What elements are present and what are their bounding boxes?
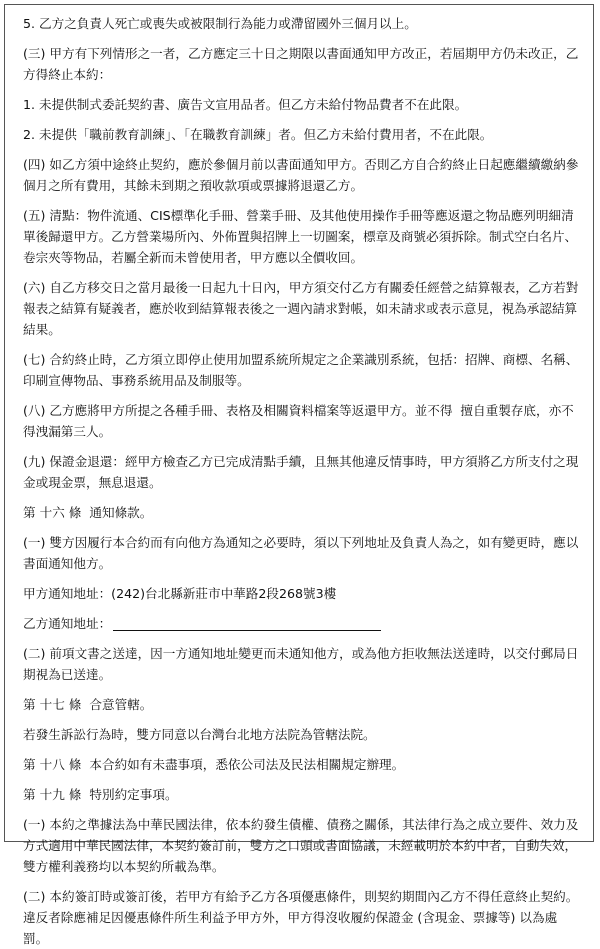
paragraph-notice-2: (二) 前項文書之送達，因一方通知地址變更而未通知他方，或為他方拒收無法送達時，以交付郵局日期視為已送達。 <box>23 646 579 682</box>
article-18-heading: 第 十八 條 本合約如有未盡事項，悉依公司法及民法相關規定辦理。 <box>23 757 405 772</box>
paragraph-clause-4: (四) 如乙方須中途終止契約，應於參個月前以書面通知甲方。否則乙方自合約終止日起應繼續繳納參個月之所有費用，其餘未到期之預收款項或票據將退還乙方。 <box>23 157 579 193</box>
paragraph-clause-6: (六) 自乙方移交日之當月最後一日起九十日內，甲方須交付乙方有關委任經營之結算報表，乙方若對報表之結算有疑義者，應於收到結算報表後之一週內請求對帳，如未請求或表示意見，視為承認結算結果。 <box>23 280 579 337</box>
party-a-address: 甲方通知地址：(242)台北縣新莊市中華路2段268號3樓 <box>23 586 337 601</box>
article-16-heading: 第 十六 條 通知條款。 <box>23 505 153 520</box>
paragraph-special-2: (二) 本約簽訂時或簽訂後，若甲方有給予乙方各項優惠條件，則契約期間內乙方不得任意終止契約。違反者除應補足因優惠條件所生利益予甲方外，甲方得沒收履約保證金 (含現金、票據等) 以為處罰。 <box>23 889 579 946</box>
contract-page <box>4 4 594 946</box>
paragraph-jurisdiction: 若發生訴訟行為時，雙方同意以台灣台北地方法院為管轄法院。 <box>23 727 376 742</box>
paragraph-clause-9: (九) 保證金退還：經甲方檢查乙方已完成清點手續，且無其他違反情事時，甲方須將乙方所支付之現金或現金票，無息退還。 <box>23 454 579 490</box>
paragraph-clause-3: (三) 甲方有下列情形之一者，乙方應定三十日之期限以書面通知甲方改正，若屆期甲方仍未改正，乙方得終止本約： <box>23 46 579 82</box>
party-b-address-label: 乙方通知地址： <box>23 616 112 631</box>
article-17-heading: 第 十七 條 合意管轄。 <box>23 697 153 712</box>
article-19-heading: 第 十九 條 特別約定事項。 <box>23 787 178 802</box>
paragraph-item-2: 2. 未提供「職前教育訓練」、「在職教育訓練」者。但乙方未給付費用者，不在此限。 <box>23 127 493 142</box>
party-b-address-blank <box>113 616 381 631</box>
paragraph-notice-1: (一) 雙方因履行本合約而有向他方為通知之必要時，須以下列地址及負責人為之，如有變更時，應以書面通知他方。 <box>23 535 579 571</box>
paragraph-clause-8: (八) 乙方應將甲方所提之各種手冊、表格及相關資料檔案等返還甲方。並不得 擅自重製存底，亦不得洩漏第三人。 <box>23 403 574 439</box>
paragraph-clause-5: (五) 清點：物件流通、CIS標準化手冊、營業手冊、及其他使用操作手冊等應返還之物品應列明細清單後歸還甲方。乙方營業場所內、外佈置與招牌上一切圖案，標章及商號必須拆除。制式空白名片、卷宗夾等物品，若屬全新而未曾使用者，甲方應以全價收回。 <box>23 208 578 265</box>
paragraph-clause-7: (七) 合約終止時，乙方須立即停止使用加盟系統所規定之企業識別系統，包括：招牌、商標、名稱、印刷宣傳物品、事務系統用品及制服等。 <box>23 352 579 388</box>
party-b-address <box>23 613 579 634</box>
paragraph-item-5: 5. 乙方之負責人死亡或喪失或被限制行為能力或滯留國外三個月以上。 <box>23 16 417 31</box>
paragraph-special-1: (一) 本約之準據法為中華民國法律，依本約發生債權、債務之關係，其法律行為之成立要件、效力及方式適用中華民國法律，本契約簽訂前，雙方之口頭或書面協議，未經載明於本約中者，自動失效，雙方權利義務均以本契約所載為準。 <box>23 817 579 874</box>
paragraph-item-1: 1. 未提供制式委託契約書、廣告文宣用品者。但乙方未給付物品費者不在此限。 <box>23 97 468 112</box>
